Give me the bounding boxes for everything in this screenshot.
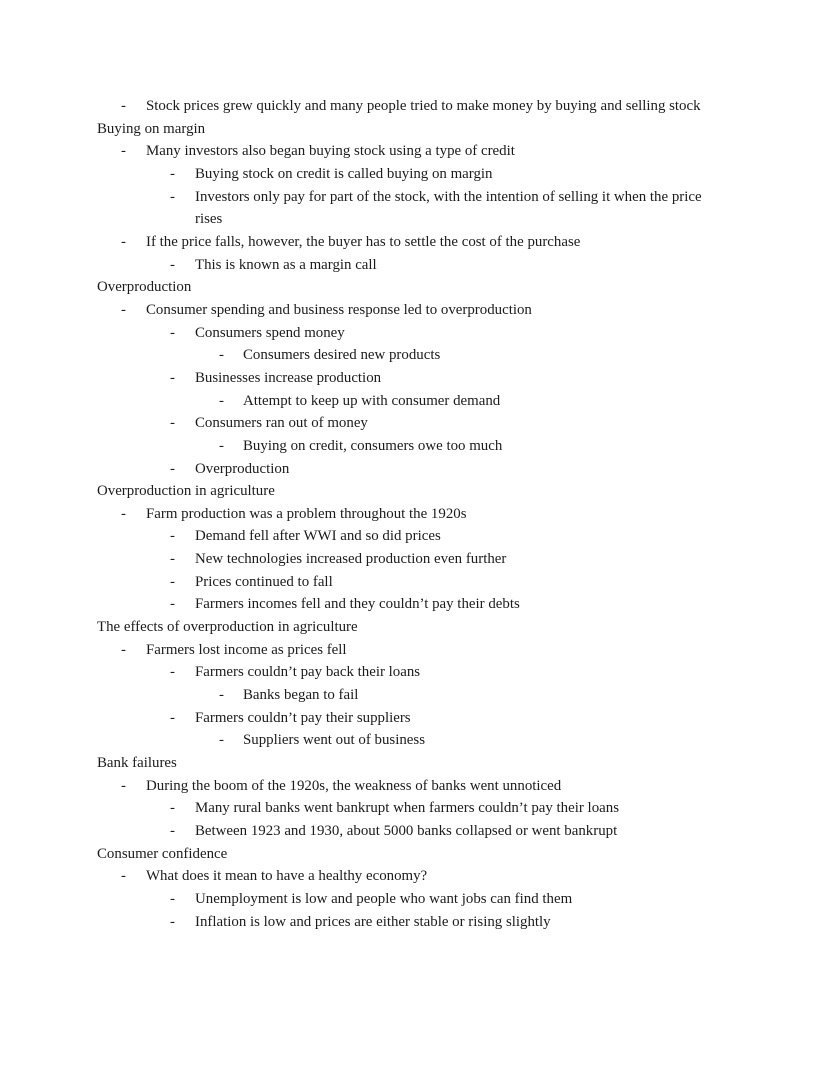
note-bullet-item: [0, 435, 828, 458]
note-line-text: Attempt to keep up with consumer demand: [243, 392, 501, 409]
note-line-text: Buying on margin: [97, 120, 206, 137]
note-bullet-item: [0, 593, 828, 616]
note-heading: [0, 118, 828, 141]
note-bullet-item: [0, 95, 828, 118]
note-line-text: Farm production was a problem throughout the 1920s: [146, 505, 467, 522]
note-line-text: Investors only pay for part of the stock, with the intention of selling it when the price rises: [195, 188, 702, 228]
dash-bullet: -: [170, 460, 175, 477]
note-bullet-item: [0, 684, 828, 707]
note-bullet-item: [0, 729, 828, 752]
dash-bullet: -: [170, 256, 175, 273]
dash-bullet: -: [121, 641, 126, 658]
note-line-text: Buying on credit, consumers owe too much: [243, 437, 503, 454]
note-line-text: Consumer spending and business response led to overproduction: [146, 301, 532, 318]
note-line-text: What does it mean to have a healthy economy?: [146, 868, 428, 885]
dash-bullet: -: [170, 551, 175, 568]
dash-bullet: -: [170, 369, 175, 386]
note-line-text: Overproduction: [97, 279, 192, 296]
note-bullet-item: [0, 412, 828, 435]
note-line-text: Many investors also began buying stock using a type of credit: [146, 143, 515, 160]
note-bullet-item: [0, 661, 828, 684]
note-bullet-item: [0, 231, 828, 254]
note-line-text: Demand fell after WWI and so did prices: [195, 528, 441, 545]
note-line-text: During the boom of the 1920s, the weakness of banks went unnoticed: [146, 777, 562, 794]
note-line-text: The effects of overproduction in agriculture: [97, 619, 358, 636]
dash-bullet: -: [121, 301, 126, 318]
note-line-text: Inflation is low and prices are either stable or rising slightly: [195, 913, 551, 930]
dash-bullet: -: [170, 415, 175, 432]
note-line-text: Many rural banks went bankrupt when farmers couldn’t pay their loans: [195, 800, 619, 817]
dash-bullet: -: [170, 165, 175, 182]
note-heading: [0, 480, 828, 503]
dash-bullet: -: [170, 528, 175, 545]
note-bullet-item: [0, 186, 828, 231]
dash-bullet: -: [121, 505, 126, 522]
dash-bullet: -: [121, 233, 126, 250]
note-line-text: Overproduction in agriculture: [97, 483, 275, 500]
note-line-text: Buying stock on credit is called buying on margin: [195, 165, 493, 182]
dash-bullet: -: [170, 709, 175, 726]
note-line-text: Farmers incomes fell and they couldn’t pay their debts: [195, 596, 520, 613]
note-heading: [0, 616, 828, 639]
note-bullet-item: [0, 390, 828, 413]
dash-bullet: -: [170, 890, 175, 907]
note-bullet-item: [0, 911, 828, 934]
note-line-text: If the price falls, however, the buyer has to settle the cost of the purchase: [146, 233, 581, 250]
dash-bullet: -: [219, 347, 224, 364]
dash-bullet: -: [170, 913, 175, 930]
note-line-text: Unemployment is low and people who want jobs can find them: [195, 890, 573, 907]
note-bullet-item: [0, 322, 828, 345]
note-bullet-item: [0, 367, 828, 390]
dash-bullet: -: [170, 188, 175, 205]
dash-bullet: -: [219, 437, 224, 454]
dash-bullet: -: [170, 664, 175, 681]
note-line-text: Businesses increase production: [195, 369, 382, 386]
note-bullet-item: [0, 571, 828, 594]
note-bullet-item: [0, 707, 828, 730]
note-bullet-item: [0, 639, 828, 662]
note-bullet-item: [0, 865, 828, 888]
dash-bullet: -: [170, 324, 175, 341]
dash-bullet: -: [121, 98, 126, 114]
note-line-text: Farmers lost income as prices fell: [146, 641, 347, 658]
note-bullet-item: [0, 344, 828, 367]
note-bullet-item: [0, 797, 828, 820]
note-line-text: This is known as a margin call: [195, 256, 377, 273]
note-line-text: Consumers ran out of money: [195, 415, 368, 432]
dash-bullet: -: [170, 573, 175, 590]
dash-bullet: -: [121, 777, 126, 794]
dash-bullet: -: [170, 596, 175, 613]
note-line-text: Banks began to fail: [243, 687, 359, 704]
note-bullet-item: [0, 254, 828, 277]
note-bullet-item: [0, 140, 828, 163]
note-line-text: Overproduction: [195, 460, 290, 477]
dash-bullet: -: [219, 732, 224, 749]
note-line-text: Stock prices grew quickly and many people tried to make money by buying and selling stock: [146, 98, 701, 114]
note-line-text: New technologies increased production even further: [195, 551, 507, 568]
note-bullet-item: [0, 548, 828, 571]
note-line-text: Consumers desired new products: [243, 347, 441, 364]
note-line-text: Farmers couldn’t pay their suppliers: [195, 709, 411, 726]
note-bullet-item: [0, 503, 828, 526]
note-line-text: Farmers couldn’t pay back their loans: [195, 664, 421, 681]
dash-bullet: -: [121, 143, 126, 160]
dash-bullet: -: [121, 868, 126, 885]
note-line-text: Consumers spend money: [195, 324, 345, 341]
note-line-text: Prices continued to fall: [195, 573, 333, 590]
note-bullet-item: [0, 775, 828, 798]
dash-bullet: -: [170, 823, 175, 839]
note-bullet-item: [0, 525, 828, 548]
note-line-text: Between 1923 and 1930, about 5000 banks collapsed or went bankrupt: [195, 823, 618, 839]
note-bullet-item: [0, 299, 828, 322]
notes-list: [0, 95, 828, 933]
note-bullet-item: [0, 820, 828, 843]
dash-bullet: -: [219, 392, 224, 409]
note-heading: [0, 276, 828, 299]
note-bullet-item: [0, 163, 828, 186]
dash-bullet: -: [170, 800, 175, 817]
note-bullet-item: [0, 888, 828, 911]
note-line-text: Consumer confidence: [97, 845, 228, 862]
note-line-text: Suppliers went out of business: [243, 732, 425, 749]
note-heading: [0, 843, 828, 866]
note-line-text: Bank failures: [97, 755, 177, 772]
note-bullet-item: [0, 458, 828, 481]
note-heading: [0, 752, 828, 775]
dash-bullet: -: [219, 687, 224, 704]
